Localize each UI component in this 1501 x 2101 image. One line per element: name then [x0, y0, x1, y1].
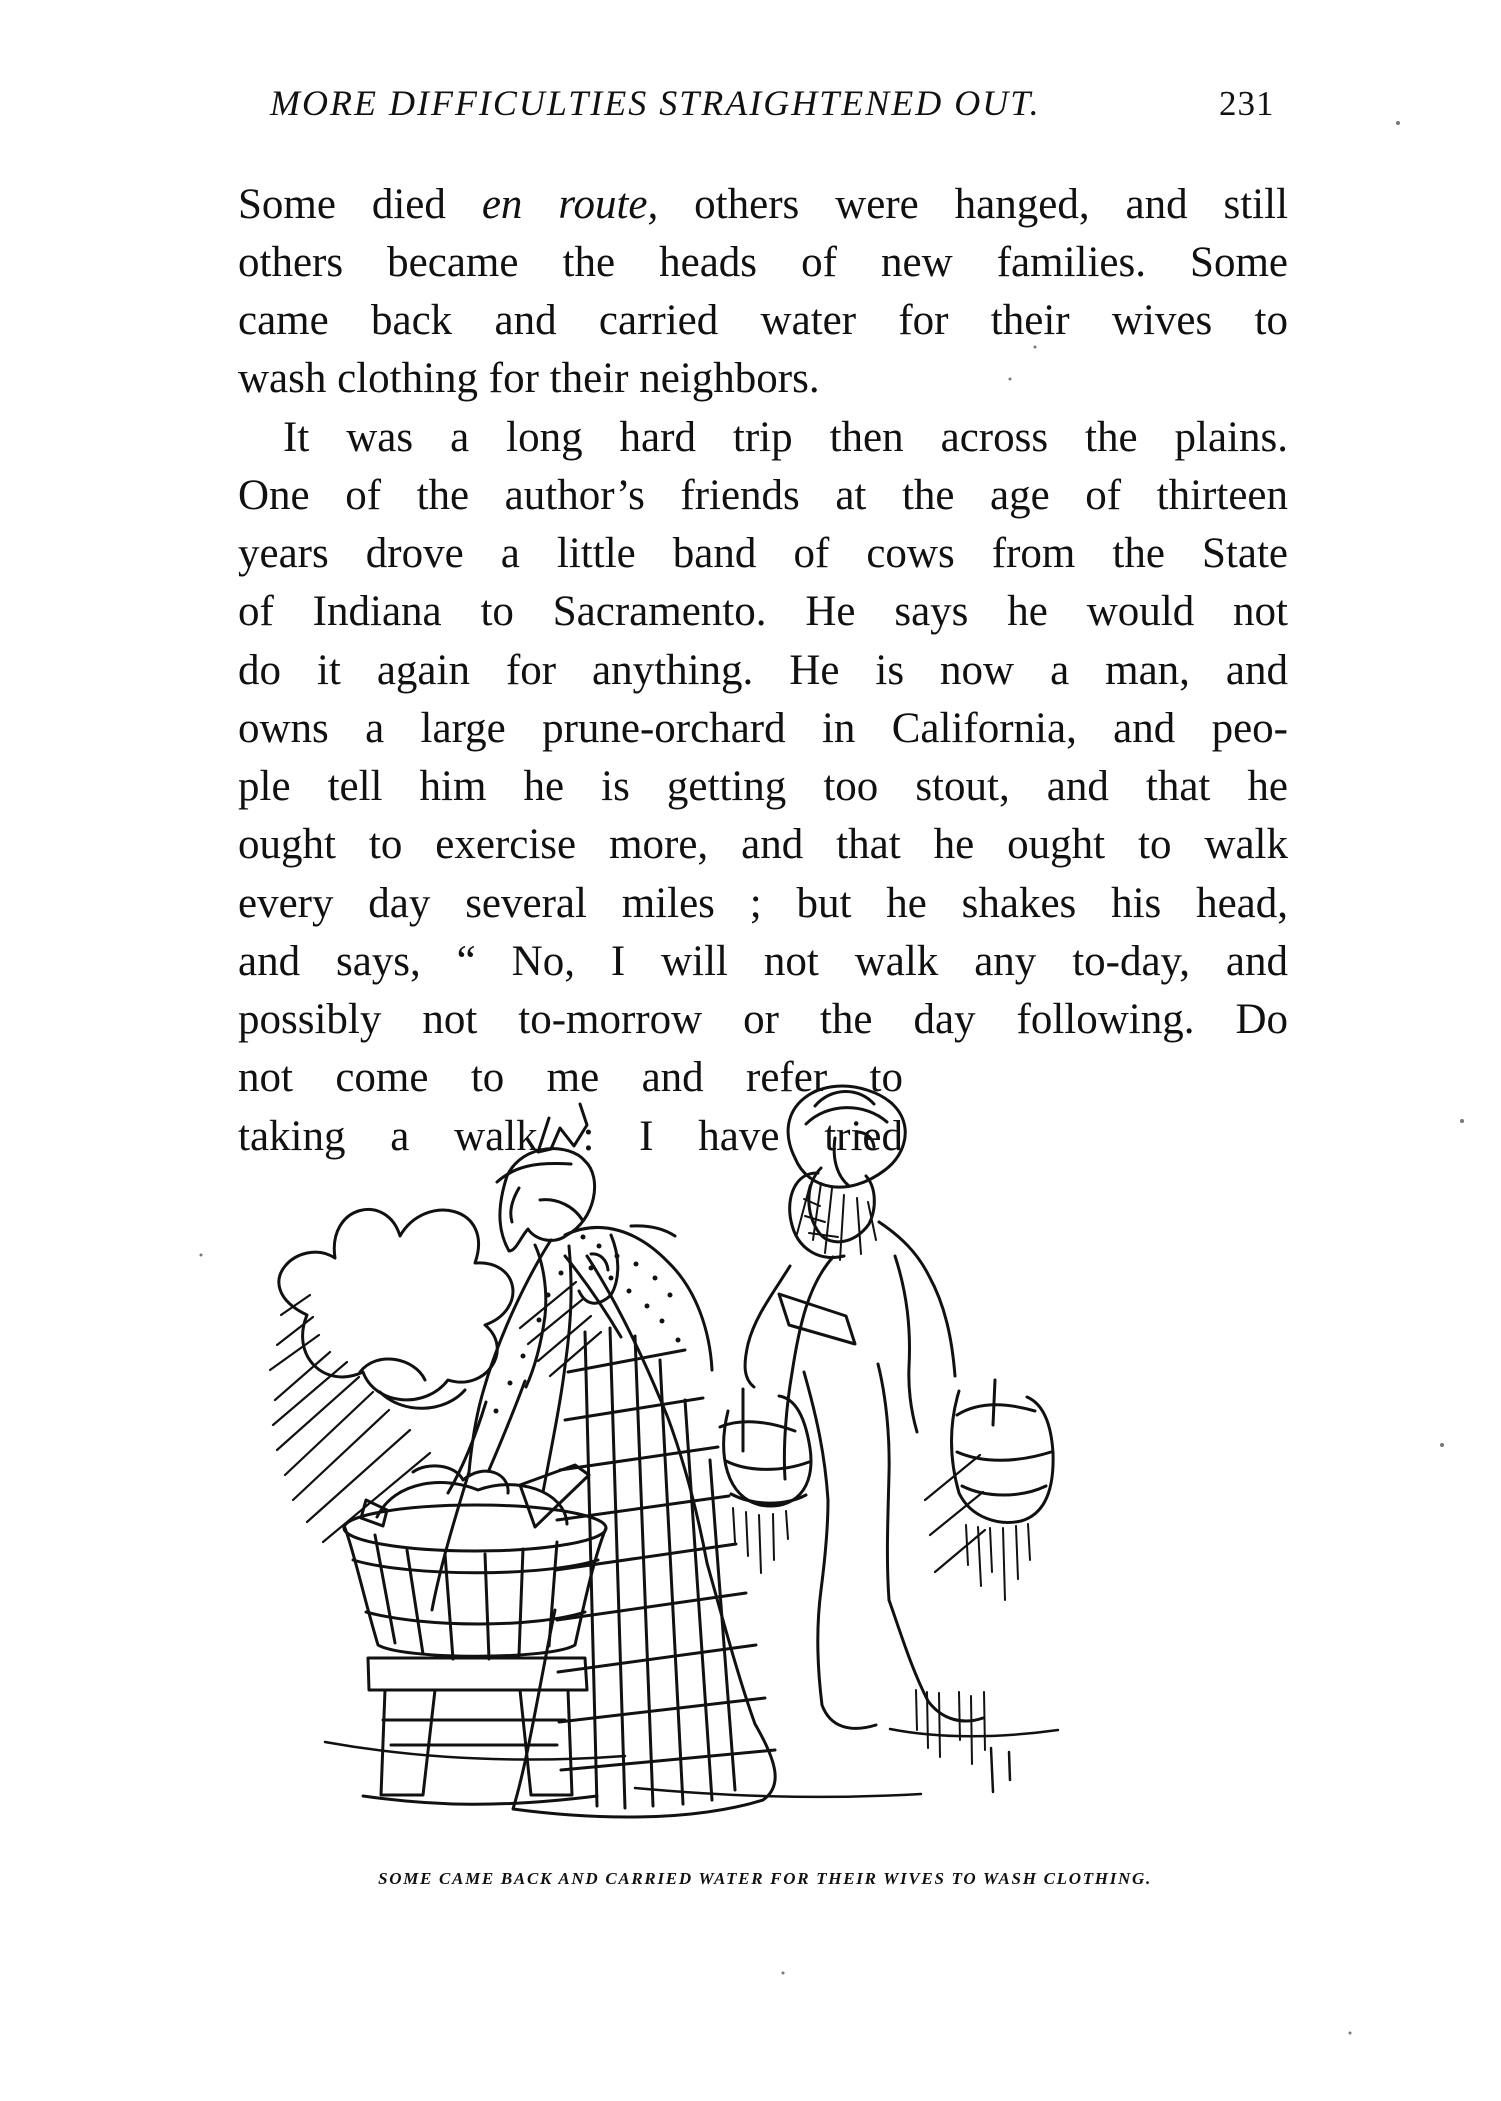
- washtub: [344, 1465, 606, 1659]
- body-line-10: owns a large prune-orchard in California, and peo-: [238, 705, 1288, 752]
- body-line-1: [238, 177, 1288, 233]
- body-line-16: not come to me and refer to: [238, 1054, 903, 1101]
- body-line-1-end: others were hanged, and still: [658, 181, 1289, 228]
- illustration-caption: SOME CAME BACK AND CARRIED WATER FOR THEIR WIVES TO WASH CLOTHING.: [378, 1869, 1152, 1888]
- body-line-3: came back and carried water for their wives to: [238, 297, 1288, 344]
- body-line-6: One of the author’s friends at the age of thirteen: [238, 472, 1288, 519]
- body-line-2: others became the heads of new families. Some: [238, 239, 1288, 286]
- body-line-17: taking a walk : I have tried: [238, 1113, 903, 1160]
- body-line-14: and says, “ No, I will not walk any to-day, and: [238, 938, 1288, 985]
- bench: [363, 1658, 597, 1804]
- body-line-5: It was a long hard trip then across the plains.: [283, 414, 1288, 461]
- steam-cloud: [279, 1209, 513, 1408]
- water-drips: [733, 1508, 1030, 1764]
- ground-lines: [325, 1729, 1058, 1797]
- body-line-15: possibly not to-morrow or the day following. Do: [238, 996, 1288, 1043]
- italic-phrase: en route,: [481, 181, 659, 228]
- body-line-1-start: Some died: [238, 181, 482, 228]
- body-line-7: years drove a little band of cows from the State: [238, 530, 1288, 577]
- page-number: 231: [1219, 84, 1275, 123]
- body-line-13: every day several miles ; but he shakes his head,: [238, 880, 1288, 927]
- running-header: MORE DIFFICULTIES STRAIGHTENED OUT.: [270, 83, 1041, 123]
- body-line-12: ought to exercise more, and that he ought to walk: [238, 821, 1288, 868]
- body-line-11: ple tell him he is getting too stout, and that he: [238, 763, 1288, 810]
- water-carrier-figure: [720, 1086, 1053, 1728]
- body-line-4: wash clothing for their neighbors.: [238, 355, 820, 402]
- body-line-9: do it again for anything. He is now a man, and: [238, 647, 1288, 694]
- washing-illustration: [265, 1080, 1275, 1825]
- body-line-8: of Indiana to Sacramento. He says he would not: [238, 588, 1288, 635]
